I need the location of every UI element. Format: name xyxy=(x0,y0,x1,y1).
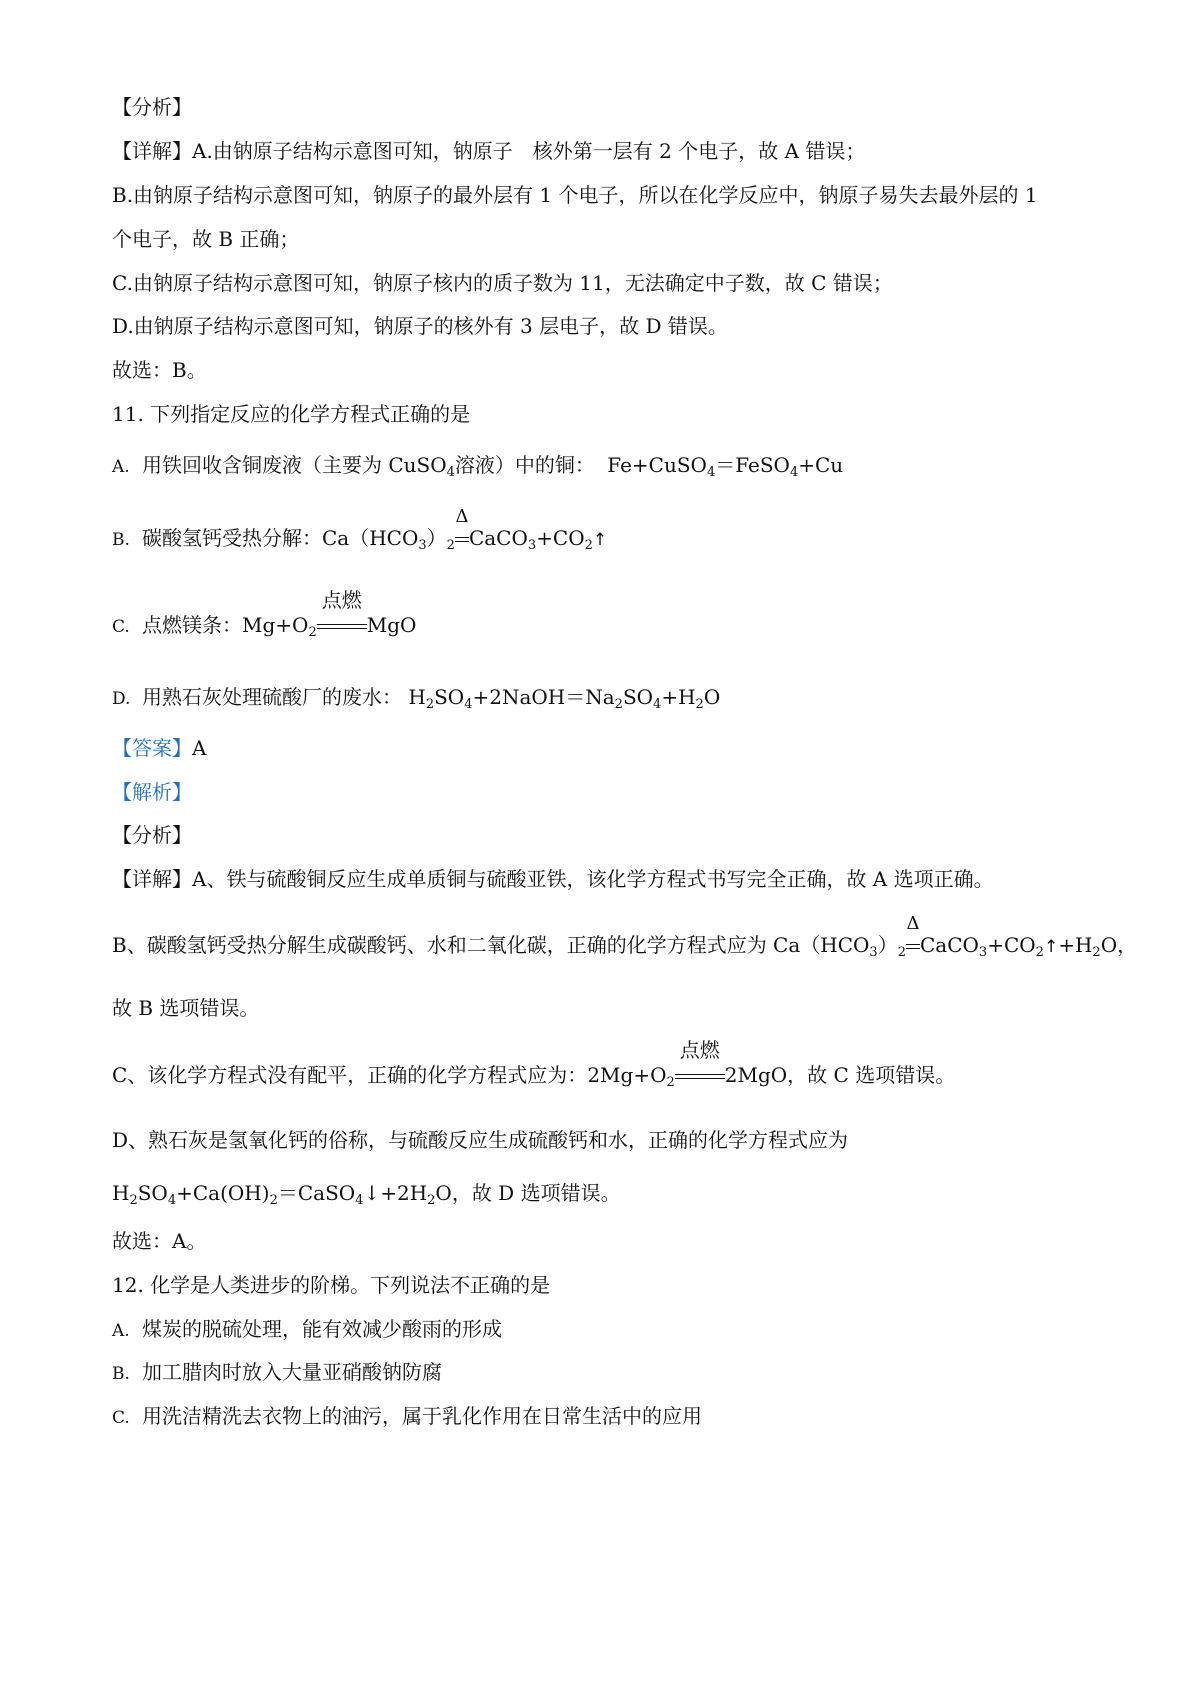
q11-option-d xyxy=(112,684,720,712)
option-letter: C. xyxy=(112,617,130,637)
analysis-heading-2: 【分析】 xyxy=(112,823,192,847)
ignite-condition: 点燃 xyxy=(675,1062,725,1088)
explain-d-equation: $H_2SO_4+Ca(OH)_2=CaSO_4↓+2H_2O$，故 D 选项错误。 xyxy=(112,1181,621,1208)
option-text: 用熟石灰处理硫酸厂的废水： xyxy=(142,685,402,709)
answer-value: A xyxy=(192,736,207,760)
option-letter: A. xyxy=(112,457,130,477)
subscript: 4 xyxy=(446,465,455,480)
equation-d: $H_2SO_4+2NaOH=Na_2SO_4+H_2O$ xyxy=(408,685,721,712)
choice-line-2: 故选：A。 xyxy=(112,1229,207,1253)
option-text: 点燃镁条： xyxy=(142,613,242,637)
q11-option-c: C. 点燃镁条：$Mg+O_2$ 点燃 MgO xyxy=(112,588,417,640)
question-11: 11. 下列指定反应的化学方程式正确的是 xyxy=(112,402,471,426)
option-text: 用铁回收含铜废液（主要为 CuSO xyxy=(142,453,447,477)
option-letter: B. xyxy=(112,530,130,550)
ignite-condition: 点燃 xyxy=(317,612,367,638)
q11-option-a xyxy=(112,452,843,480)
answer-label: 【答案】 xyxy=(112,736,192,760)
answer-line xyxy=(112,735,206,761)
explain-c: C、该化学方程式没有配平，正确的化学方程式应为：$2Mg+O_2$ 点燃 2MgO，故 C 选项错误。 xyxy=(112,1038,956,1090)
detail-line-c: C.由钠原子结构示意图可知，钠原子核内的质子数为 11，无法确定中子数，故 C 错误； xyxy=(112,271,893,295)
analysis-heading-1: 【分析】 xyxy=(112,95,192,119)
explain-b: B、碳酸氢钙受热分解生成碳酸钙、水和二氧化碳，正确的化学方程式应为 $Ca(HCO_3)_2$ Δ $CaCO_3+CO_2↑+H_2O$， xyxy=(112,913,1138,960)
detail-line-b-cont: 个电子，故 B 正确； xyxy=(112,227,300,251)
heat-condition: Δ xyxy=(455,525,469,551)
q12-option-c: C. 用洗洁精洗去衣物上的油污，属于乳化作用在日常生活中的应用 xyxy=(112,1404,702,1428)
explain-d: D、熟石灰是氢氧化钙的俗称，与硫酸反应生成硫酸钙和水，正确的化学方程式应为 xyxy=(112,1128,849,1152)
option-letter: D. xyxy=(112,689,131,709)
equation-a: Fe+CuSO$_4$＝FeSO$_4$+Cu xyxy=(607,453,844,480)
detail-line-d: D.由钠原子结构示意图可知，钠原子的核外有 3 层电子，故 D 错误。 xyxy=(112,314,728,338)
gas-arrow-icon: ↑ xyxy=(592,530,608,550)
heat-condition: Δ xyxy=(906,932,920,958)
question-12: 12. 化学是人类进步的阶梯。下列说法不正确的是 xyxy=(112,1273,551,1297)
option-text: 碳酸氢钙受热分解：Ca（HCO xyxy=(142,526,419,550)
detail-line-b: B.由钠原子结构示意图可知，钠原子的最外层有 1 个电子，所以在化学反应中，钠原子易失去最外层的 1 xyxy=(112,183,1038,207)
q12-option-b: B. 加工腊肉时放入大量亚硝酸钠防腐 xyxy=(112,1360,442,1384)
q12-option-a: A. 煤炭的脱硫处理，能有效减少酸雨的形成 xyxy=(112,1317,502,1341)
choice-line-1: 故选：B。 xyxy=(112,358,207,382)
detail-line-a: 【详解】A.由钠原子结构示意图可知，钠原子 核外第一层有 2 个电子，故 A 错误； xyxy=(112,139,866,163)
explain-a: 【详解】A、铁与硫酸铜反应生成单质铜与硫酸亚铁，该化学方程式书写完全正确，故 A 选项正确。 xyxy=(112,867,994,891)
option-text-2: 溶液）中的铜： xyxy=(454,453,595,477)
explain-b-cont: 故 B 选项错误。 xyxy=(112,996,260,1020)
q11-option-b: B. 碳酸氢钙受热分解：$Ca(HCO_3)_2$ Δ $CaCO_3+CO_2↑$ xyxy=(112,506,608,553)
gas-arrow-icon: ↑ xyxy=(1043,937,1059,957)
jiexi-label: 【解析】 xyxy=(112,780,192,804)
